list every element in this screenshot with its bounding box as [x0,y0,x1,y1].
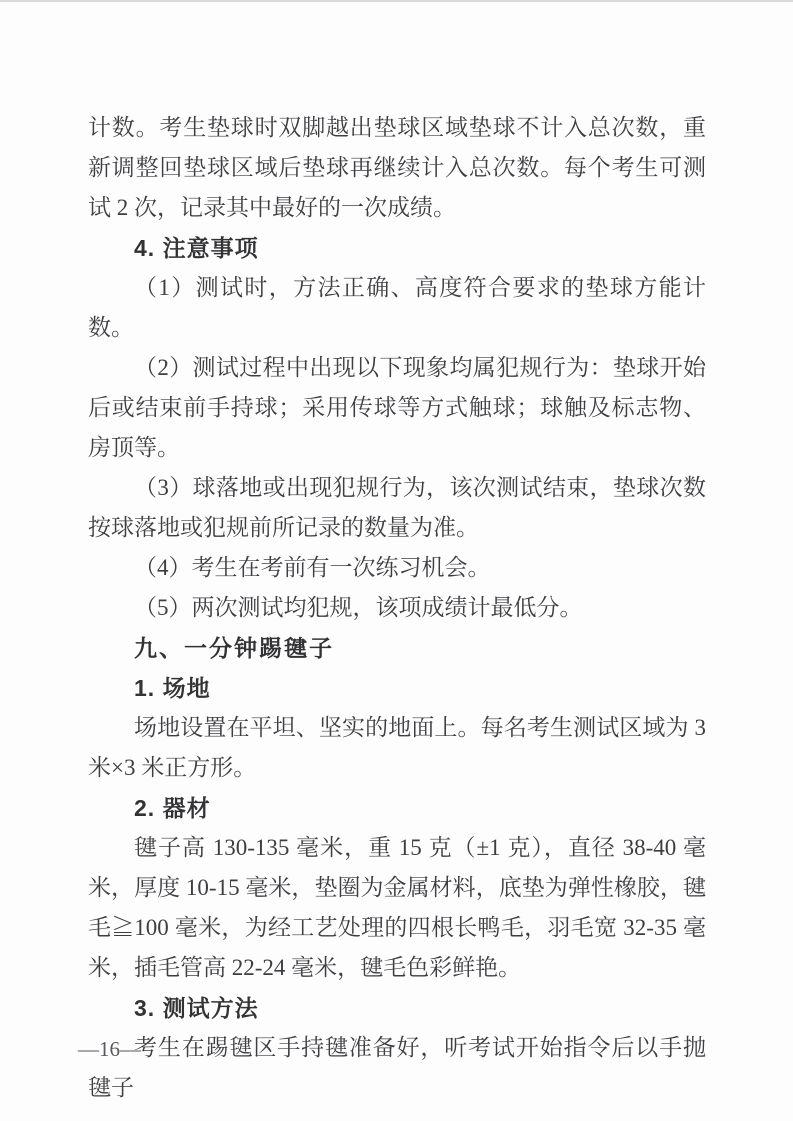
paragraph-volleyball-count-continuation: 计数。考生垫球时双脚越出垫球区域垫球不计入总次数，重新调整回垫球区域后垫球再继续计入总次数。每个考生可测试 2 次，记录其中最好的一次成绩。 [88,115,706,220]
paragraph-field-description: 场地设置在平坦、坚实的地面上。每名考生测试区域为 3 米×3 米正方形。 [88,715,706,780]
paragraph-note-5: （5）两次测试均犯规，该项成绩计最低分。 [134,595,583,620]
heading-test-method: 3. 测试方法 [134,995,259,1021]
paragraph-test-method-description: 考生在踢毽区手持毽准备好，听考试开始指令后以手抛毽子 [88,1035,706,1100]
paragraph-note-4: （4）考生在考前有一次练习机会。 [134,555,491,580]
heading-field: 1. 场地 [134,675,211,701]
heading-equipment: 2. 器材 [134,795,211,821]
paragraph-note-1: （1）测试时，方法正确、高度符合要求的垫球方能计数。 [88,275,706,340]
paragraph-equipment-description: 毽子高 130-135 毫米，重 15 克（±1 克），直径 38-40 毫米，厚度 10-15 毫米，垫圈为金属材料，底垫为弹性橡胶，毽毛≧100 毫米，为经工艺处理的四根长鸭毛，羽毛宽 32-35 毫米，插毛管高 22-24 毫米，毽毛色彩鲜艳。 [88,835,706,980]
document-content [88,108,706,1108]
heading-notes: 4. 注意事项 [134,235,259,261]
page-number: —16— [78,1037,141,1061]
paragraph-note-3: （3）球落地或出现犯规行为，该次测试结束，垫球次数按球落地或犯规前所记录的数量为准。 [88,475,706,540]
heading-section-nine-shuttlecock: 九、一分钟踢毽子 [134,635,334,661]
paragraph-note-2: （2）测试过程中出现以下现象均属犯规行为：垫球开始后或结束前手持球；采用传球等方式触球；球触及标志物、房顶等。 [88,355,706,460]
